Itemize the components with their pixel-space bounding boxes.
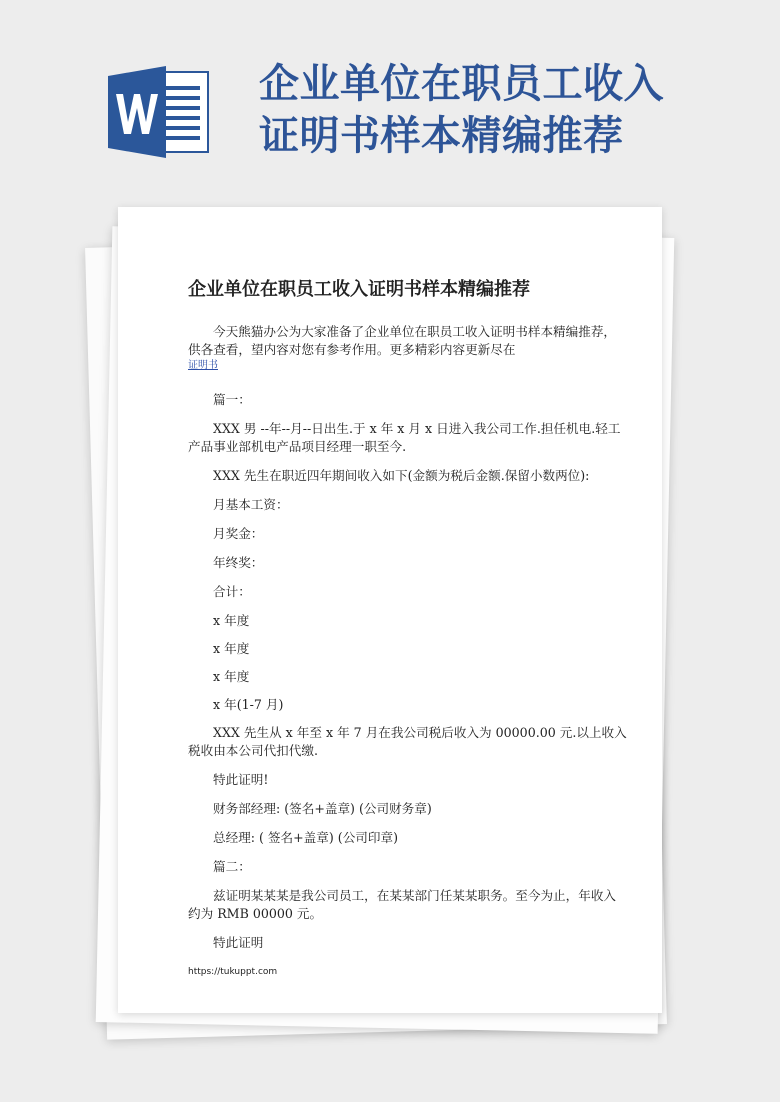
year-line-1: x 年度 [213, 613, 250, 628]
year-line-3: x 年度 [213, 669, 250, 684]
page-title-line-2: 证明书样本精编推荐 [259, 113, 624, 159]
certify-line-2: 特此证明 [213, 935, 264, 950]
intro-paragraph: 今天熊猫办公为大家准备了企业单位在职员工收入证明书样本精编推荐，供各查看，望内容对您有参考作用。更多精彩内容更新尽在 [188, 324, 616, 357]
year-line-2: x 年度 [213, 641, 250, 656]
birth-paragraph: XXX 男 --年--月--日出生.于 x 年 x 月 x 日进入我公司工作.担任机电.轻工产品事业部机电产品项目经理一职至今. [188, 421, 621, 454]
microsoft-word-icon [108, 64, 210, 160]
finance-manager-line: 财务部经理: (签名+盖章) (公司财务章) [213, 801, 432, 816]
general-manager-line: 总经理: ( 签名+盖章) (公司印章) [213, 830, 398, 845]
monthly-bonus-line: 月奖金： [213, 526, 264, 541]
year-line-4: x 年(1-7 月) [213, 697, 284, 712]
year-end-bonus-line: 年终奖： [213, 555, 264, 570]
certify-line-1: 特此证明! [213, 772, 269, 787]
part2-paragraph: 兹证明某某某是我公司员工，在某某部门任某某职务。至今为止，年收入约为 RMB 00000 元。 [188, 888, 616, 921]
page-title [259, 58, 759, 162]
monthly-salary-line: 月基本工资： [213, 497, 289, 512]
page-title-line-1: 企业单位在职员工收入 [259, 61, 664, 107]
certificate-link[interactable]: 证明书 [188, 360, 218, 371]
footer-url: https://tukuppt.com [188, 967, 278, 977]
document-heading: 企业单位在职员工收入证明书样本精编推荐 [188, 279, 530, 300]
document-body [188, 323, 628, 952]
part1-label: 篇一： [213, 392, 251, 407]
part2-label: 篇二： [213, 859, 251, 874]
document-page [118, 207, 662, 1013]
tax-paragraph: XXX 先生从 x 年至 x 年 7 月在我公司税后收入为 00000.00 元.以上收入税收由本公司代扣代缴. [188, 725, 627, 758]
income-intro-paragraph: XXX 先生在职近四年期间收入如下(金额为税后金额.保留小数两位): [213, 468, 590, 483]
total-line: 合计： [213, 584, 251, 599]
